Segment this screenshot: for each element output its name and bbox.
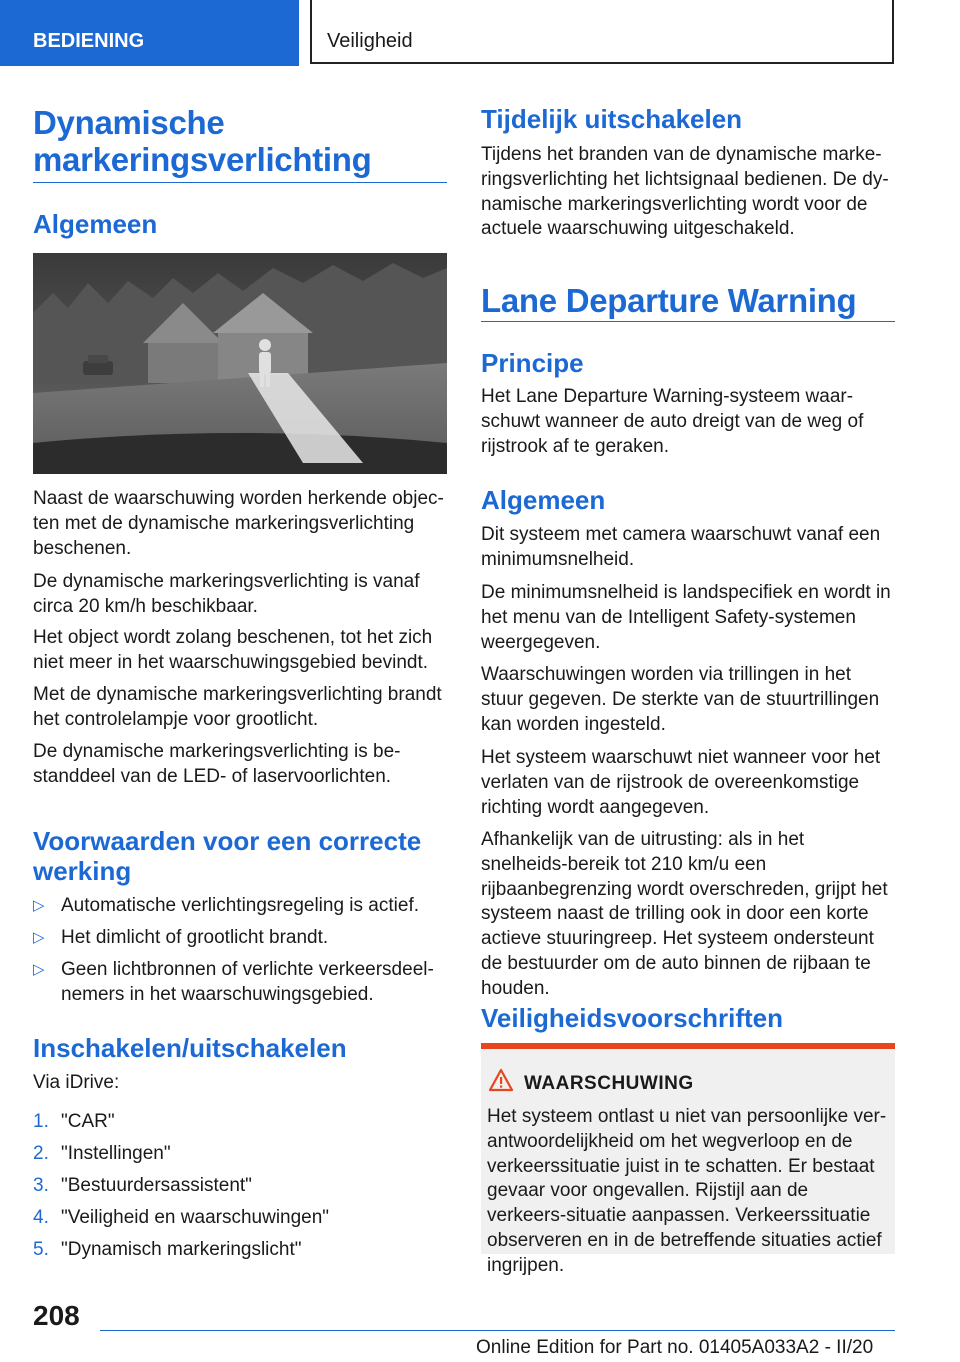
page-title (33, 104, 372, 178)
section-label: BEDIENING (33, 30, 145, 52)
triangle-bullet-icon: ▷ (33, 929, 45, 946)
triangle-bullet-icon: ▷ (33, 897, 45, 914)
subsection-header (310, 0, 894, 64)
warning-text: Het systeem ontlast u niet van persoonlijke ver-antwoordelijkheid om het wegverloop en de verkeerssituatie juist in te schatten. Er bestaat gevaar voor ongevallen. Rijstijl aan de verkeers-situatie aanpassen. Verkeerssituatie observeren en in de betreffende situaties actief ingrijpen. (487, 1106, 887, 1276)
footer-rule (100, 1330, 895, 1331)
title-rule (33, 182, 447, 183)
paragraph: Het Lane Departure Warning-systeem waar-schuwt wanneer de auto dreigt van de weg of rijstrook af te geraken. (481, 386, 864, 457)
night-road-illustration (33, 253, 447, 474)
heading-principe: Principe (481, 348, 584, 378)
paragraph: Waarschuwingen worden via trillingen in het stuur gegeven. De sterkte van de stuurtrillingen kan worden ingesteld. (481, 664, 880, 735)
night-road-image (33, 253, 447, 474)
section-title: Lane Departure Warning (481, 282, 857, 319)
warning-triangle-icon (488, 1068, 514, 1092)
paragraph: Afhankelijk van de uitrusting: als in het snelheids-bereik tot 210 km/u een rijbaanbegrenzing wordt overschreden, grijpt het systeem naast de trilling ook in door een korte actieve stuuringreep. Het systeem ondersteunt de bestuurder om de auto binnen de rijbaan te houden. (481, 829, 888, 999)
heading-voorwaarden: Voorwaarden voor een correcte werking (33, 826, 422, 886)
paragraph: Dit systeem met camera waarschuwt vanaf een minimumsnelheid. (481, 524, 881, 570)
heading-algemeen: Algemeen (33, 209, 158, 239)
heading-inschakelen: Inschakelen/uitschakelen (33, 1033, 347, 1063)
paragraph: Het systeem waarschuwt niet wanneer voor het verlaten van de rijstrook de overeenkomstige richting wordt aangegeven. (481, 747, 881, 818)
heading-tijdelijk: Tijdelijk uitschakelen (481, 104, 743, 134)
footer-edition: Online Edition for Part no. 01405A033A2 - II/20 (476, 1337, 874, 1358)
section-tab (0, 0, 299, 66)
page-number: 208 (33, 1300, 80, 1331)
paragraph: De dynamische markeringsverlichting is vanaf circa 20 km/h beschikbaar. (33, 571, 420, 617)
paragraph: Met de dynamische markeringsverlichting brandt het controlelampje voor grootlicht. (33, 684, 442, 730)
subsection-label: Veiligheid (327, 30, 413, 52)
heading-veiligheid: Veiligheidsvoorschriften (481, 1003, 783, 1033)
paragraph: Via iDrive: (33, 1072, 120, 1093)
paragraph: De minimumsnelheid is landspecifiek en wordt in het menu van de Intelligent Safety-systemen weergegeven. (481, 582, 891, 653)
paragraph: Tijdens het branden van de dynamische marke-ringsverlichting het lichtsignaal bedienen. De dy-namische markeringsverlichting wordt voor de actuele waarschuwing uitgeschakeld. (481, 144, 889, 240)
paragraph: Naast de waarschuwing worden herkende objec-ten met de dynamische markeringsverlichting beschenen. (33, 488, 444, 559)
triangle-bullet-icon: ▷ (33, 961, 45, 978)
paragraph: De dynamische markeringsverlichting is be-standdeel van de LED- of laservoorlichten. (33, 741, 401, 787)
title-line-2: markeringsverlichting (33, 141, 372, 178)
paragraph: Het object wordt zolang beschenen, tot het zich niet meer in het waarschuwingsgebied bevindt. (33, 627, 433, 673)
warning-title: WAARSCHUWING (524, 1073, 694, 1094)
title-rule (481, 321, 895, 322)
title-line-1: Dynamische (33, 104, 225, 141)
heading-algemeen: Algemeen (481, 485, 606, 515)
